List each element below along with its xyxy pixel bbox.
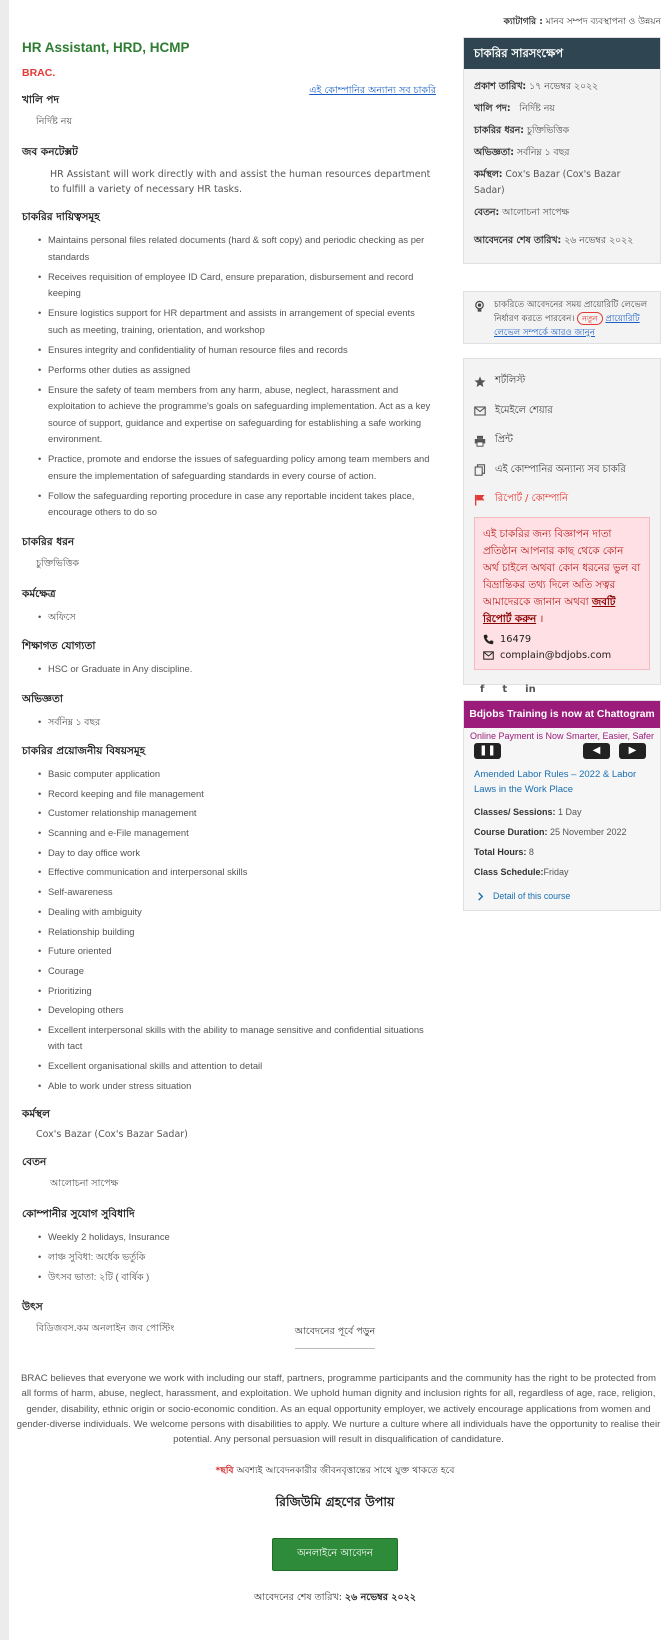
course-detail-link[interactable] (464, 891, 660, 901)
summary-type (474, 123, 650, 139)
value: Friday (543, 867, 569, 877)
list-item: • Ensures integrity and confidentiality of human resource files and records (48, 342, 432, 359)
value: ১৭ নভেম্বর ২০২২ (526, 81, 599, 92)
company-name[interactable]: BRAC. (22, 67, 56, 79)
photo-note-text: অবশ্যই আবেদনকারীর জীবনবৃত্তান্তের সাথে যুক্ত থাকতে হবে (233, 1465, 455, 1477)
section-title: চাকরির দায়িত্বসমূহ (22, 211, 100, 223)
label: খালি পদ: (474, 103, 511, 114)
summary-vacancy (474, 101, 650, 117)
course-title-link[interactable]: Amended Labor Rules – 2022 & Labor Laws in the Work Place (474, 769, 637, 795)
list-item: • Ensure the safety of team members from any harm, abuse, neglect, harassment and exploitation to achieve the programme's goals on safeguarding implementation. Act as a key source of support, guidance and expertise on safeguarding for establishing a safe working environment. (48, 382, 432, 448)
apply-instructions (0, 1325, 670, 1606)
summary-salary (474, 205, 650, 221)
list-item: • উৎসব ভাতা: ২টি ( বার্ষিক ) (48, 1269, 432, 1286)
value: সর্বনিম্ন ১ বছর (513, 147, 570, 158)
print-label: প্রিন্ট (495, 434, 513, 446)
summary-experience (474, 145, 650, 161)
report-warning-box (474, 517, 650, 670)
section-requirements (22, 744, 432, 1094)
experience-list (22, 714, 432, 731)
category-value: মানব সম্পদ ব্যবস্থাপনা ও উন্নয়ন (542, 17, 661, 27)
resume-receiving-heading: রিজিউমি গ্রহণের উপায় (275, 1494, 395, 1510)
list-item: • Practice, promote and endorse the issues of safeguarding policy among team members and ensure the implementation of safeguarding standards in every course of action. (48, 451, 432, 484)
section-title: কর্মক্ষেত্র (22, 587, 56, 600)
deadline-value: ২৬ নভেম্বর ২০২২ (344, 1592, 416, 1604)
section-workplace (22, 587, 432, 626)
deadline-bottom (0, 1591, 670, 1606)
training-subtitle: Online Payment is Now Smarter, Easier, Safer (469, 731, 655, 741)
section-title: কোম্পানীর সুযোগ সুবিধাদি (22, 1208, 135, 1221)
course-classes (464, 807, 660, 817)
flag-icon (474, 494, 486, 506)
other-jobs-link[interactable]: এই কোম্পানির অন্যান্য সব চাকরি (309, 85, 436, 96)
report-message (483, 526, 641, 628)
benefits-list (22, 1229, 432, 1286)
value: 1 Day (555, 807, 582, 817)
priority-level-panel (463, 291, 661, 344)
print-action[interactable] (474, 426, 650, 456)
list-item: • Excellent organisational skills and attention to detail (48, 1058, 432, 1075)
report-action[interactable] (474, 485, 650, 515)
label: আবেদনের শেষ তারিখ: (474, 235, 562, 246)
list-item: • Ensure logistics support for HR department and assists in arrangement of special events such as meeting, training, orientation, and workshop (48, 305, 432, 338)
pause-icon[interactable]: ❚❚ (474, 743, 501, 759)
section-title: কর্মস্থল (22, 1108, 50, 1121)
list-item: • Customer relationship management (48, 805, 432, 822)
new-badge: নতুন (577, 312, 603, 325)
training-header[interactable]: Bdjobs Training is now at Chattogram (464, 701, 660, 728)
section-experience (22, 692, 432, 731)
detail-label: Detail of this course (493, 891, 571, 901)
education-list (22, 661, 432, 678)
label: Class Schedule: (474, 867, 544, 877)
read-before-heading: আবেদনের পূর্বে পড়ুন (295, 1325, 375, 1349)
summary-title: চাকরির সারসংক্ষেপ (464, 38, 660, 69)
report-job-link[interactable]: জবটি রিপোর্ট করুন (483, 595, 616, 625)
arrow-left-icon[interactable]: ◀ (583, 743, 610, 759)
shortlist-label: শর্টলিস্ট (495, 375, 526, 387)
course-schedule (464, 867, 660, 877)
section-title: বেতন (22, 1156, 47, 1169)
label: বেতন: (474, 207, 500, 218)
list-item: • Record keeping and file management (48, 786, 432, 803)
list-item: • Able to work under stress situation (48, 1078, 432, 1095)
list-item: • Dealing with ambiguity (48, 904, 432, 921)
envelope-icon (483, 650, 494, 661)
report-end: । (536, 612, 544, 625)
section-responsibilities (22, 210, 432, 521)
report-label: রিপোর্ট / কোম্পানি (495, 493, 568, 505)
source-value: বিডিজবস.কম অনলাইন জব পোস্টিং (36, 1322, 175, 1334)
summary-location (474, 167, 650, 199)
label: Course Duration: (474, 827, 548, 837)
arrow-right-icon[interactable]: ▶ (619, 743, 646, 759)
list-item: • Day to day office work (48, 845, 432, 862)
lightbulb-icon (473, 300, 486, 313)
list-item: • Basic computer application (48, 766, 432, 783)
job-type-value: চুক্তিভিত্তিক (36, 557, 80, 569)
summary-published (474, 79, 650, 95)
list-item: • HSC or Graduate in Any discipline. (48, 661, 432, 678)
section-title: অভিজ্ঞতা (22, 692, 63, 705)
priority-text-wrap (494, 298, 652, 340)
responsibilities-list (22, 232, 432, 521)
copy-icon (474, 464, 486, 476)
list-item: • Courage (48, 963, 432, 980)
value: চুক্তিভিত্তিক (523, 125, 570, 136)
section-title: জব কনটেক্সট (22, 146, 78, 158)
value: 8 (526, 847, 534, 857)
summary-deadline (474, 233, 650, 249)
job-actions-panel (463, 358, 661, 695)
list-item: • লাঞ্চ সুবিধা: অর্ধেক ভর্তুকি (48, 1249, 432, 1266)
facebook-icon[interactable]: f (480, 683, 485, 695)
list-item: • Future oriented (48, 943, 432, 960)
list-item: • Prioritizing (48, 983, 432, 1000)
section-education (22, 639, 432, 678)
summary-body (464, 69, 660, 263)
location-value: Cox's Bazar (Cox's Bazar Sadar) (36, 1129, 188, 1141)
social-share-row (474, 684, 650, 695)
email-share-action[interactable] (474, 397, 650, 427)
other-jobs-label: এই কোম্পানির অন্যান্য সব চাকরি (495, 463, 626, 475)
list-item: • Effective communication and interpersonal skills (48, 864, 432, 881)
carousel-controls (464, 743, 660, 765)
list-item: • Excellent interpersonal skills with the ability to manage sensitive and confidential situations with tact (48, 1022, 432, 1055)
envelope-icon (474, 405, 486, 417)
workplace-list (22, 609, 432, 626)
label: অভিজ্ঞতা: (474, 147, 514, 158)
section-title: চাকরির ধরন (22, 535, 75, 548)
priority-text: চাকরিতে আবেদনের সময় প্রায়োরিটি লেভেল নির্ধারণ করতে পারবেন। (494, 300, 648, 324)
section-title: উৎস (22, 1300, 43, 1313)
list-item: • Self-awareness (48, 884, 432, 901)
section-title: চাকরির প্রয়োজনীয় বিষয়সমূহ (22, 745, 146, 757)
section-title: খালি পদ (22, 94, 60, 106)
list-item: • Receives requisition of employee ID Card, ensure preparation, disbursement and record keeping (48, 269, 432, 302)
section-location (22, 1107, 432, 1140)
requirements-list (22, 766, 432, 1094)
list-item: • অফিসে (48, 609, 432, 626)
equal-opportunity-paragraph: BRAC believes that everyone we work with including our staff, partners, programme participants and the community has the right to be protected from all forms of harm, abuse, neglect, harassment, and exploitation. We uphold human dignity and inclusion rights for all, regardless of age, race, religion, gender, disability, ethnic origin or socio-economic condition. As an equal opportunity employer, we actively encourage applications from women and gender-diverse individuals. We welcome persons with disabilities to apply. We nurture a culture where all individuals have the opportunity to realise their potential. Any personal persuasion will result in disqualification of candidature. (16, 1373, 661, 1446)
value: Cox's Bazar (Cox's Bazar Sadar) (474, 169, 621, 196)
apply-online-button[interactable]: অনলাইনে আবেদন (272, 1538, 398, 1571)
list-item: • Developing others (48, 1002, 432, 1019)
course-duration (464, 827, 660, 837)
value: ২৬ নভেম্বর ২০২২ (561, 235, 634, 246)
label: চাকরির ধরন: (474, 125, 524, 136)
vacancy-value: নির্দিষ্ট নয় (36, 116, 73, 127)
chevron-right-icon (476, 892, 485, 901)
linkedin-icon[interactable]: in (525, 683, 536, 695)
shortlist-action[interactable] (474, 367, 650, 397)
complain-email[interactable]: complain@bdjobs.com (500, 649, 612, 661)
label: Total Hours: (474, 847, 527, 857)
list-item: • Follow the safeguarding reporting procedure in case any reportable incident takes place, encourage others to do so (48, 488, 432, 521)
report-text: এই চাকরির জন্য বিজ্ঞাপন দাতা প্রতিষ্ঠান আপনার কাছ থেকে কোন অর্থ চাইলে অথবা কোন ধরনের ভুল বা বিভ্রান্তিকর তথ্য দিলে অতি সত্বর আমাদেরকে জানান অথবা (483, 527, 641, 608)
context-value: HR Assistant will work directly with and assist the human resources department to fulfill a variety of necessary HR tasks. (50, 169, 431, 195)
section-context (22, 145, 432, 197)
twitter-icon[interactable]: t (502, 683, 508, 695)
training-ad-panel (463, 700, 661, 911)
other-jobs-action[interactable] (474, 456, 650, 486)
star-icon (474, 376, 486, 388)
list-item: • Relationship building (48, 924, 432, 941)
label: Classes/ Sessions: (474, 807, 556, 817)
label: প্রকাশ তারিখ: (474, 81, 527, 92)
photo-note (0, 1463, 670, 1478)
list-item: • Maintains personal files related documents (hard & soft copy) and periodic checking as per standards (48, 232, 432, 265)
phone-contact (483, 634, 641, 645)
value: নির্দিষ্ট নয় (510, 103, 555, 114)
printer-icon (474, 435, 486, 447)
photo-required-mark: *ছবি (215, 1465, 234, 1477)
job-summary-panel (463, 37, 661, 264)
value: 25 November 2022 (547, 827, 627, 837)
deadline-label: আবেদনের শেষ তারিখ: (253, 1592, 345, 1604)
label: কর্মস্থল: (474, 169, 503, 180)
list-item: • Performs other duties as assigned (48, 362, 432, 379)
list-item: • Weekly 2 holidays, Insurance (48, 1229, 432, 1246)
email-contact (483, 650, 641, 661)
job-title: HR Assistant, HRD, HCMP (22, 40, 190, 55)
main-column (22, 40, 436, 1337)
category-line (504, 14, 661, 29)
value: আলোচনা সাপেক্ষ (499, 207, 569, 218)
section-job-type (22, 535, 432, 572)
section-salary (22, 1155, 432, 1192)
priority-learn-more-link[interactable]: প্রায়োরিটি লেভেল সম্পর্কে আরও জানুন (494, 314, 640, 338)
section-title: শিক্ষাগত যোগ্যতা (22, 640, 96, 652)
salary-value: আলোচনা সাপেক্ষ (50, 1178, 119, 1190)
section-benefits (22, 1207, 432, 1286)
course-hours (464, 847, 660, 857)
email-share-label: ইমেইলে শেয়ার (495, 404, 553, 416)
phone-icon (483, 634, 494, 645)
list-item: • সর্বনিম্ন ১ বছর (48, 714, 432, 731)
phone-number[interactable]: 16479 (500, 633, 532, 645)
list-item: • Scanning and e-File management (48, 825, 432, 842)
category-label: ক্যাটাগরি : (503, 17, 543, 27)
